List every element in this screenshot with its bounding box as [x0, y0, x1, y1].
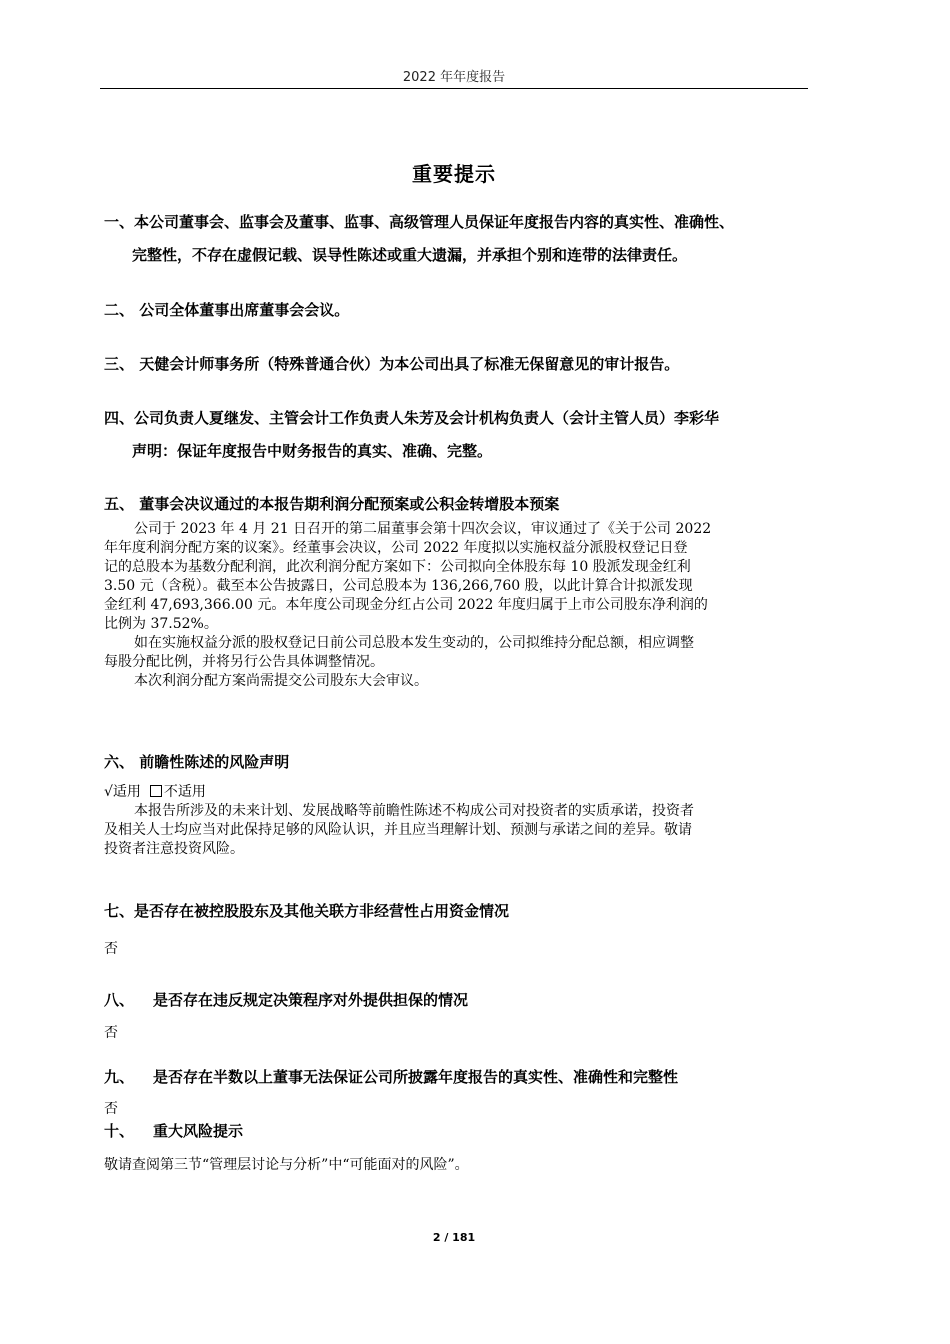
header-rule [100, 88, 808, 89]
section-10-number: 十、 [104, 1122, 135, 1140]
section-9-number: 九、 [104, 1068, 135, 1086]
section-5-heading: 五、 董事会决议通过的本报告期利润分配预案或公积金转增股本预案 [104, 495, 560, 513]
section-4-line-2: 声明：保证年度报告中财务报告的真实、准确、完整。 [132, 442, 493, 460]
section-5-p2-line: 如在实施权益分派的股权登记日前公司总股本发生变动的，公司拟维持分配总额，相应调整 [134, 635, 694, 651]
section-2: 二、 公司全体董事出席董事会会议。 [104, 301, 350, 319]
section-10-body: 敬请查阅第三节“管理层讨论与分析”中“可能面对的风险”。 [104, 1157, 469, 1173]
section-8-title: 是否存在违反规定决策程序对外提供担保的情况 [153, 991, 469, 1009]
section-5-body [104, 520, 824, 691]
section-9-heading [104, 1066, 824, 1087]
section-5-p1-line: 记的总股本为基数分配利润，此次利润分配方案如下：公司拟向全体股东每 10 股派发现金红利 [104, 559, 691, 575]
section-6-p1-line: 本报告所涉及的未来计划、发展战略等前瞻性陈述不构成公司对投资者的实质承诺，投资者 [134, 803, 694, 819]
applicable-option: √适用 [104, 784, 141, 800]
section-6-heading: 六、 前瞻性陈述的风险声明 [104, 753, 290, 771]
section-5-p1-line: 3.50 元（含税）。截至本公告披露日，公司总股本为 136,266,760 股，以此计算合计拟派发现 [104, 578, 693, 594]
section-10-title: 重大风险提示 [153, 1122, 244, 1140]
section-9-answer: 否 [104, 1101, 118, 1117]
not-applicable-option: 不适用 [163, 784, 206, 800]
section-7-heading: 七、是否存在被控股股东及其他关联方非经营性占用资金情况 [104, 902, 510, 920]
applicability-options [104, 783, 824, 802]
section-6-p1-line: 及相关人士均应当对此保持足够的风险认识，并且应当理解计划、预测与承诺之间的差异。敬请 [104, 822, 692, 838]
section-5-p1-line: 比例为 37.52%。 [104, 616, 218, 632]
section-1-line-2: 完整性，不存在虚假记载、误导性陈述或重大遗漏，并承担个别和连带的法律责任。 [132, 246, 688, 264]
section-10-heading [104, 1120, 824, 1141]
section-7-answer: 否 [104, 941, 118, 957]
section-8-heading [104, 989, 824, 1010]
page-title: 重要提示 [412, 162, 496, 186]
section-5-p1-line: 年年度利润分配方案的议案》。经董事会决议，公司 2022 年度拟以实施权益分派股权登记日登 [104, 540, 688, 556]
checkbox-icon [150, 785, 162, 797]
page-number: 2 / 181 [432, 1231, 476, 1244]
page-header: 2022 年年度报告 [402, 70, 506, 85]
section-4-line-1: 四、公司负责人夏继发、主管会计工作负责人朱芳及会计机构负责人（会计主管人员）李彩华 [104, 409, 720, 427]
section-5-p1-line: 公司于 2023 年 4 月 21 日召开的第二届董事会第十四次会议，审议通过了《关于公司 2022 [134, 521, 712, 537]
section-5-p1-line: 金红利 47,693,366.00 元。本年度公司现金分红占公司 2022 年度归属于上市公司股东净利润的 [104, 597, 708, 613]
section-9-title: 是否存在半数以上董事无法保证公司所披露年度报告的真实性、准确性和完整性 [153, 1068, 679, 1086]
section-5-p3: 本次利润分配方案尚需提交公司股东大会审议。 [134, 673, 428, 689]
section-8-answer: 否 [104, 1025, 118, 1041]
section-6-p1-line: 投资者注意投资风险。 [104, 841, 244, 857]
section-1-line-1: 一、本公司董事会、监事会及董事、监事、高级管理人员保证年度报告内容的真实性、准确性、 [104, 213, 735, 231]
section-8-number: 八、 [104, 991, 135, 1009]
section-3: 三、 天健会计师事务所（特殊普通合伙）为本公司出具了标准无保留意见的审计报告。 [104, 355, 680, 373]
section-6-body [104, 783, 824, 859]
section-5-p2-line: 每股分配比例，并将另行公告具体调整情况。 [104, 654, 384, 670]
